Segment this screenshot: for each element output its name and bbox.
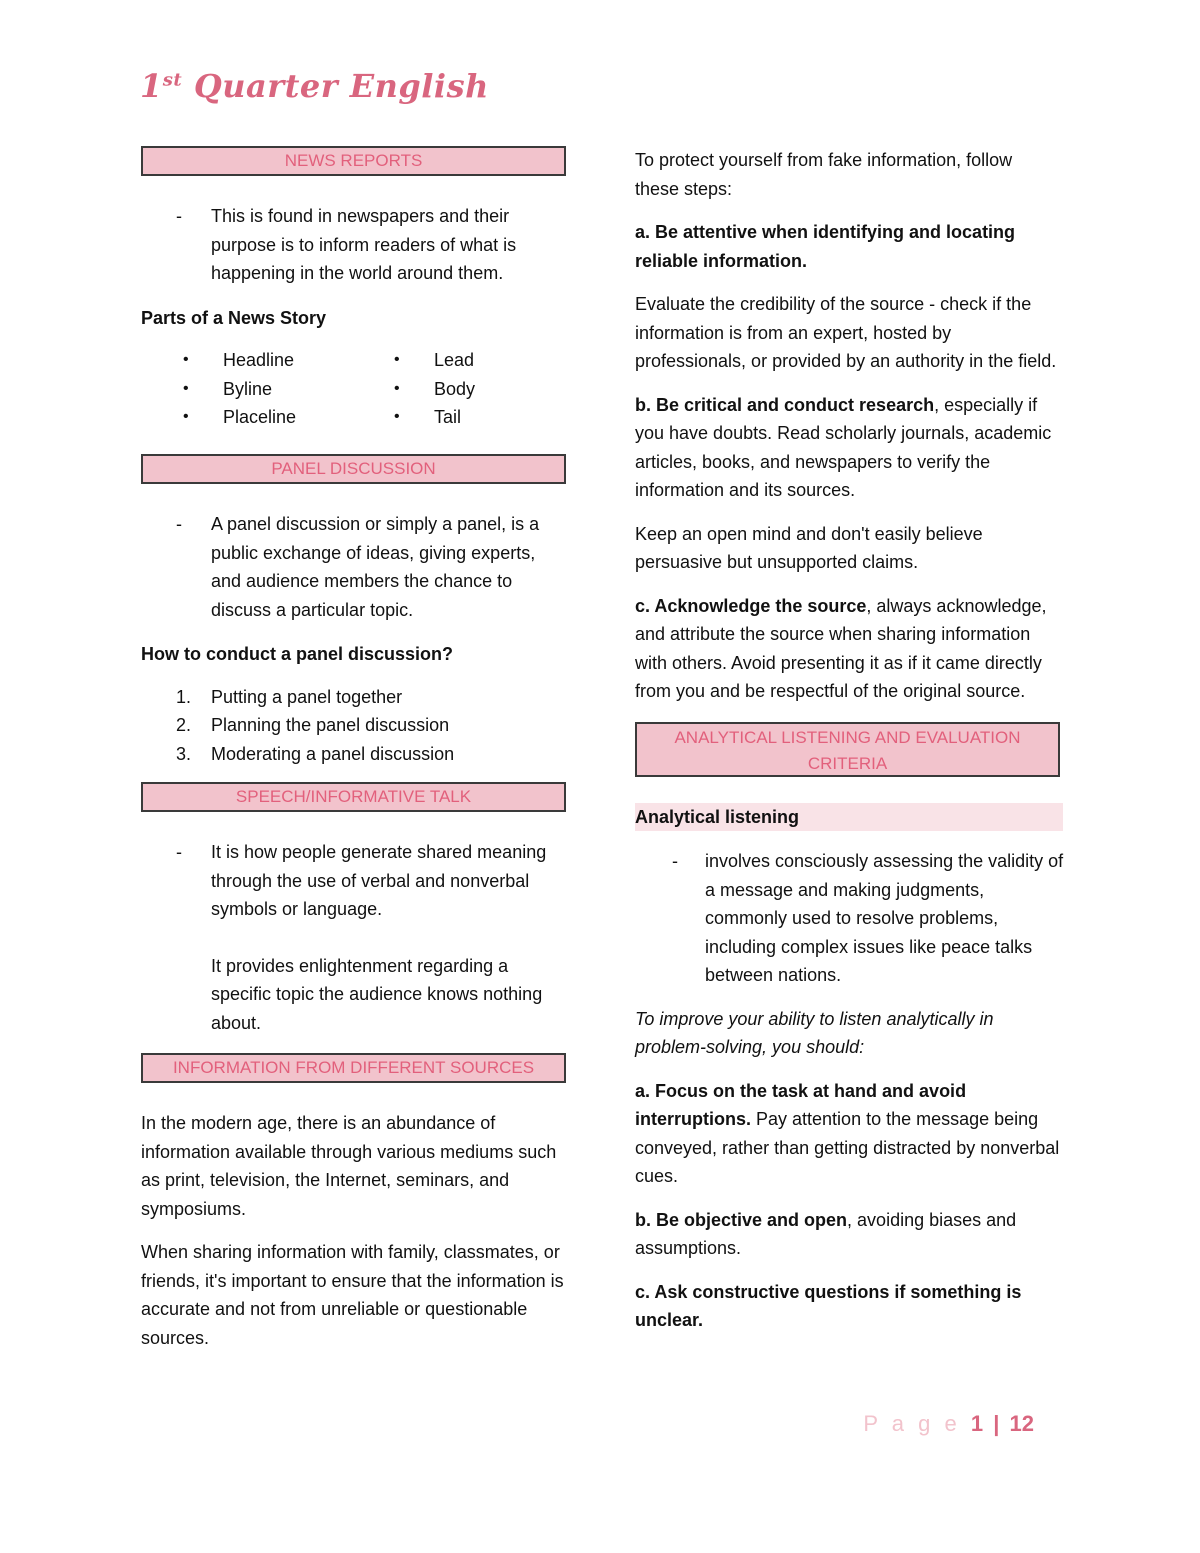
info-sources-paragraph-1: In the modern age, there is an abundance of information available through various mediums such as print, television, the Internet, seminars, and symposiums. (141, 1113, 557, 1219)
speech-desc-text: It is how people generate shared meaning through the use of verbal and nonverbal symbols or language. (211, 842, 547, 919)
list-item (141, 740, 566, 769)
right-column (635, 146, 1065, 1335)
tip-a-paragraph (635, 1077, 1065, 1191)
step-b-paragraph (635, 391, 1065, 505)
dash-marker: - (672, 851, 678, 871)
page-separator: | (993, 1411, 1000, 1436)
list-item (141, 711, 566, 740)
step-c-text: , always acknowledge, and attribute the source when sharing information with others. Avoid presenting it as if it came directly from you and be respectful of the original source. (635, 595, 1047, 701)
analytical-listening-subheading: Analytical listening (635, 803, 1063, 832)
news-reports-description (141, 202, 566, 288)
tip-c-heading: c. Ask constructive questions if something is unclear. (635, 1281, 1022, 1330)
speech-description (141, 838, 566, 1037)
page-label: P a g e (863, 1411, 961, 1436)
tip-a-text: Pay attention to the message being conveyed, rather than getting distracted by nonverbal cues. (635, 1109, 1060, 1186)
how-to-conduct-title: How to conduct a panel discussion? (141, 644, 454, 664)
step-number: 2. (176, 715, 192, 735)
speech-heading: SPEECH/INFORMATIVE TALK (141, 782, 566, 812)
step-number: 3. (176, 743, 192, 764)
step-b-heading: b. Be critical and conduct research (635, 394, 935, 415)
open-mind-text: Keep an open mind and don't easily believe persuasive but unsupported claims. (635, 523, 983, 572)
part-label: Body (434, 379, 476, 399)
page-footer (863, 1410, 1034, 1439)
left-column (141, 146, 566, 1352)
bullet-icon: • (394, 408, 400, 425)
step-a-heading: a. Be attentive when identifying and locating reliable information. (635, 222, 1016, 271)
list-item (141, 683, 566, 712)
page-number: 1 (970, 1411, 984, 1436)
tip-a-heading: a. Focus on the task at hand and avoid interruptions. (635, 1080, 967, 1129)
info-sources-paragraph-2: When sharing information with family, classmates, or friends, it's important to ensure that the information is accurate and not from unreliable or questionable sources. (141, 1242, 564, 1348)
step-text: Planning the panel discussion (211, 715, 450, 735)
news-reports-desc-text: This is found in newspapers and their purpose is to inform readers of what is happening in the world around them. (211, 206, 517, 283)
part-label: Byline (223, 379, 273, 399)
step-number: 1. (176, 686, 192, 707)
part-label: Headline (223, 350, 295, 370)
step-a-text: Evaluate the credibility of the source - check if the information is from an expert, hosted by professionals, or provided by an authority in the field. (635, 294, 1057, 371)
part-label: Placeline (223, 407, 297, 427)
step-c-heading: c. Acknowledge the source (635, 595, 867, 616)
tip-b-text: , avoiding biases and assumptions. (635, 1209, 1017, 1258)
speech-desc-text-2: It provides enlightenment regarding a specific topic the audience knows nothing about. (211, 955, 543, 1033)
bullet-icon: • (183, 351, 189, 368)
page-title (140, 66, 489, 106)
tip-b-paragraph (635, 1206, 1065, 1263)
improve-intro: To improve your ability to listen analytically in problem-solving, you should: (635, 1008, 994, 1057)
tip-b-heading: b. Be objective and open (635, 1209, 848, 1230)
page-total: 12 (1009, 1411, 1034, 1436)
panel-discussion-description (141, 510, 566, 624)
analytical-listening-heading: ANALYTICAL LISTENING AND EVALUATION CRITERIA (635, 722, 1060, 777)
bullet-icon: • (394, 380, 400, 397)
title-number: 1 (140, 67, 163, 105)
analytical-description (635, 847, 1065, 990)
part-label: Tail (434, 407, 462, 427)
analytical-desc-text: involves consciously assessing the validity of a message and making judgments, commonly used to resolve problems, including complex issues like peace talks between nations. (705, 851, 1064, 985)
bullet-icon: • (394, 351, 400, 368)
panel-desc-text: A panel discussion or simply a panel, is a public exchange of ideas, giving experts, and audience members the chance to discuss a particular topic. (211, 514, 540, 620)
step-b-text: , especially if you have doubts. Read scholarly journals, academic articles, books, and newspapers to verify the information and its sources. (635, 394, 1052, 500)
bullet-icon: • (183, 408, 189, 425)
dash-marker: - (176, 842, 182, 862)
dash-marker: - (176, 514, 182, 534)
parts-of-news-story-title: Parts of a News Story (141, 307, 327, 328)
info-sources-heading: INFORMATION FROM DIFFERENT SOURCES (141, 1053, 566, 1083)
step-c-paragraph (635, 592, 1065, 706)
dash-marker: - (176, 206, 182, 226)
step-text: Putting a panel together (211, 686, 403, 707)
panel-steps-list (141, 683, 566, 769)
step-text: Moderating a panel discussion (211, 743, 455, 764)
fake-info-intro: To protect yourself from fake information, follow these steps: (635, 150, 1013, 199)
news-parts-list (141, 346, 566, 432)
bullet-icon: • (183, 380, 189, 397)
title-superscript: st (162, 69, 183, 91)
title-text: Quarter English (182, 67, 489, 105)
part-label: Lead (434, 350, 475, 370)
news-reports-heading: NEWS REPORTS (141, 146, 566, 176)
panel-discussion-heading: PANEL DISCUSSION (141, 454, 566, 484)
